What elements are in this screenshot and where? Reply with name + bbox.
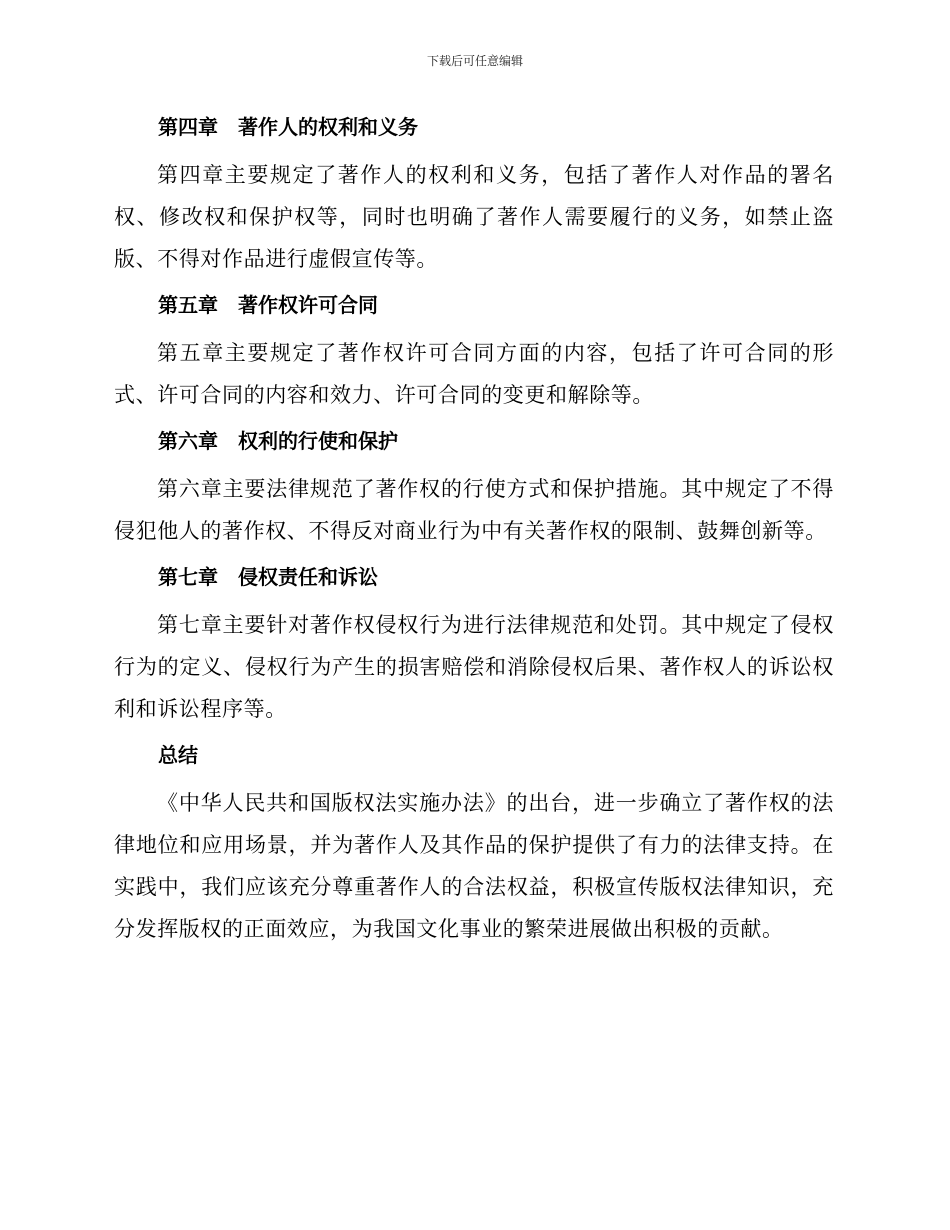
document-body [114,106,834,954]
chapter-7-heading: 第七章 侵权责任和诉讼 [158,565,378,589]
chapter-6-heading: 第六章 权利的行使和保护 [158,429,398,453]
chapter-5-paragraph: 第五章主要规定了著作权许可合同方面的内容，包括了许可合同的形式、许可合同的内容和效力、许可合同的变更和解除等。 [114,341,834,407]
chapter-6-paragraph: 第六章主要法律规范了著作权的行使方式和保护措施。其中规定了不得侵犯他人的著作权、不得反对商业行为中有关著作权的限制、鼓舞创新等。 [114,477,834,543]
summary-paragraph: 《中华人民共和国版权法实施办法》的出台，进一步确立了著作权的法律地位和应用场景，并为著作人及其作品的保护提供了有力的法律支持。在实践中，我们应该充分尊重著作人的合法权益，积极宣传版权法律知识，充分发挥版权的正面效应，为我国文化事业的繁荣进展做出积极的贡献。 [114,791,834,941]
chapter-7-paragraph: 第七章主要针对著作权侵权行为进行法律规范和处罚。其中规定了侵权行为的定义、侵权行为产生的损害赔偿和消除侵权后果、著作权人的诉讼权利和诉讼程序等。 [114,613,834,721]
chapter-4-heading: 第四章 著作人的权利和义务 [158,115,418,139]
chapter-5-heading: 第五章 著作权许可合同 [158,293,378,317]
chapter-4-paragraph: 第四章主要规定了著作人的权利和义务，包括了著作人对作品的署名权、修改权和保护权等，同时也明确了著作人需要履行的义务，如禁止盗版、不得对作品进行虚假宣传等。 [114,163,834,271]
summary-heading: 总结 [158,743,198,767]
page-header-note: 下载后可任意编辑 [426,54,523,68]
